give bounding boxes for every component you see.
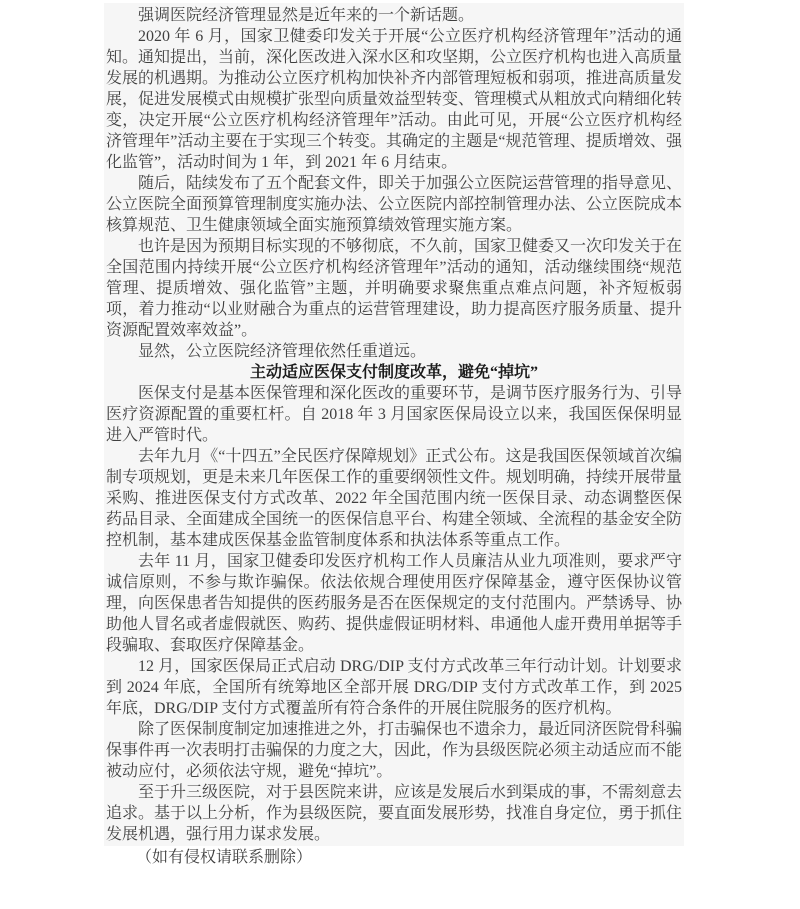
paragraph: 2020 年 6 月，国家卫健委印发关于开展“公立医疗机构经济管理年”活动的通知。通知提出，当前，深化医改进入深水区和攻坚期，公立医疗机构也进入高质量发展的机遇期。为推动公立医疗机构加快补齐内部管理短板和弱项，推进高质量发展，促进发展模式由规模扩张型向质量效益型转变、管理模式从粗放式向精细化转变，决定开展“公立医疗机构经济管理年”活动。由此可见，开展“公立医疗机构经济管理年”活动主要在于实现三个转变。其确定的主题是“规范管理、提质增效、强化监管”，活动时间为 1 年，到 2021 年 6 月结束。 bbox=[106, 28, 683, 171]
paragraph: 至于升三级医院，对于县医院来讲，应该是发展后水到渠成的事，不需刻意去追求。基于以上分析，作为县级医院，要直面发展形势，找准自身定位，勇于抓住发展机遇，强行用力谋求发展。 bbox=[106, 784, 683, 843]
paragraph-intro: 强调医院经济管理显然是近年来的一个新话题。 bbox=[138, 7, 475, 24]
paragraph: 去年九月《“十四五”全民医疗保障规划》正式公布。这是我国医保领域首次编制专项规划，更是未来几年医保工作的重要纲领性文件。规划明确，持续开展带量采购、推进医保支付方式改革、2022 年全国范围内统一医保目录、动态调整医保药品目录、全面建成全国统一的医保信息平台、构建全领域、全流程的基金安全防控机制，基本建成医保基金监管制度体系和执法体系等重点工作。 bbox=[106, 448, 683, 549]
article-body bbox=[104, 3, 684, 846]
paragraph: 随后，陆续发布了五个配套文件，即关于加强公立医院运营管理的指导意见、公立医院全面预算管理制度实施办法、公立医院内部控制管理办法、公立医院成本核算规范、卫生健康领域全面实施预算绩效管理实施方案。 bbox=[106, 175, 683, 234]
paragraph: 12 月，国家医保局正式启动 DRG/DIP 支付方式改革三年行动计划。计划要求到 2024 年底，全国所有统筹地区全部开展 DRG/DIP 支付方式改革工作，到 2025 年底，DRG/DIP 支付方式覆盖所有符合条件的开展住院服务的医疗机构。 bbox=[106, 658, 682, 717]
paragraph: 显然，公立医院经济管理依然任重道远。 bbox=[138, 343, 427, 360]
section-heading: 主动适应医保支付制度改革，避免“掉坑” bbox=[249, 364, 538, 381]
paragraph: 除了医保制度制定加速推进之外，打击骗保也不遗余力，最近同济医院骨科骗保事件再一次表明打击骗保的力度之大，因此，作为县级医院必须主动适应而不能被动应付，必须依法守规，避免“掉坑”。 bbox=[106, 721, 683, 780]
paragraph: 去年 11 月，国家卫健委印发医疗机构工作人员廉洁从业九项准则，要求严守诚信原则，不参与欺诈骗保。依法依规合理使用医疗保障基金，遵守医保协议管理，向医保患者告知提供的医药服务是否在医保规定的支付范围内。严禁诱导、协助他人冒名或者虚假就医、购药、提供虚假证明材料、串通他人虚开费用单据等手段骗取、套取医疗保障基金。 bbox=[106, 553, 683, 654]
paragraph: 也许是因为预期目标实现的不够彻底，不久前，国家卫健委又一次印发关于在全国范围内持续开展“公立医疗机构经济管理年”活动的通知，活动继续围绕“规范管理、提质增效、强化监管”主题，并明确要求聚焦重点难点问题，补齐短板弱项，着力推动“以业财融合为重点的运营管理建设，助力提高医疗服务质量、提升资源配置效率效益”。 bbox=[106, 238, 683, 339]
paragraph: 医保支付是基本医保管理和深化医改的重要环节，是调节医疗服务行为、引导医疗资源配置的重要杠杆。自 2018 年 3 月国家医保局设立以来，我国医保保明显进入严管时代。 bbox=[106, 385, 683, 444]
disclaimer-note: （如有侵权请联系删除） bbox=[136, 849, 313, 866]
